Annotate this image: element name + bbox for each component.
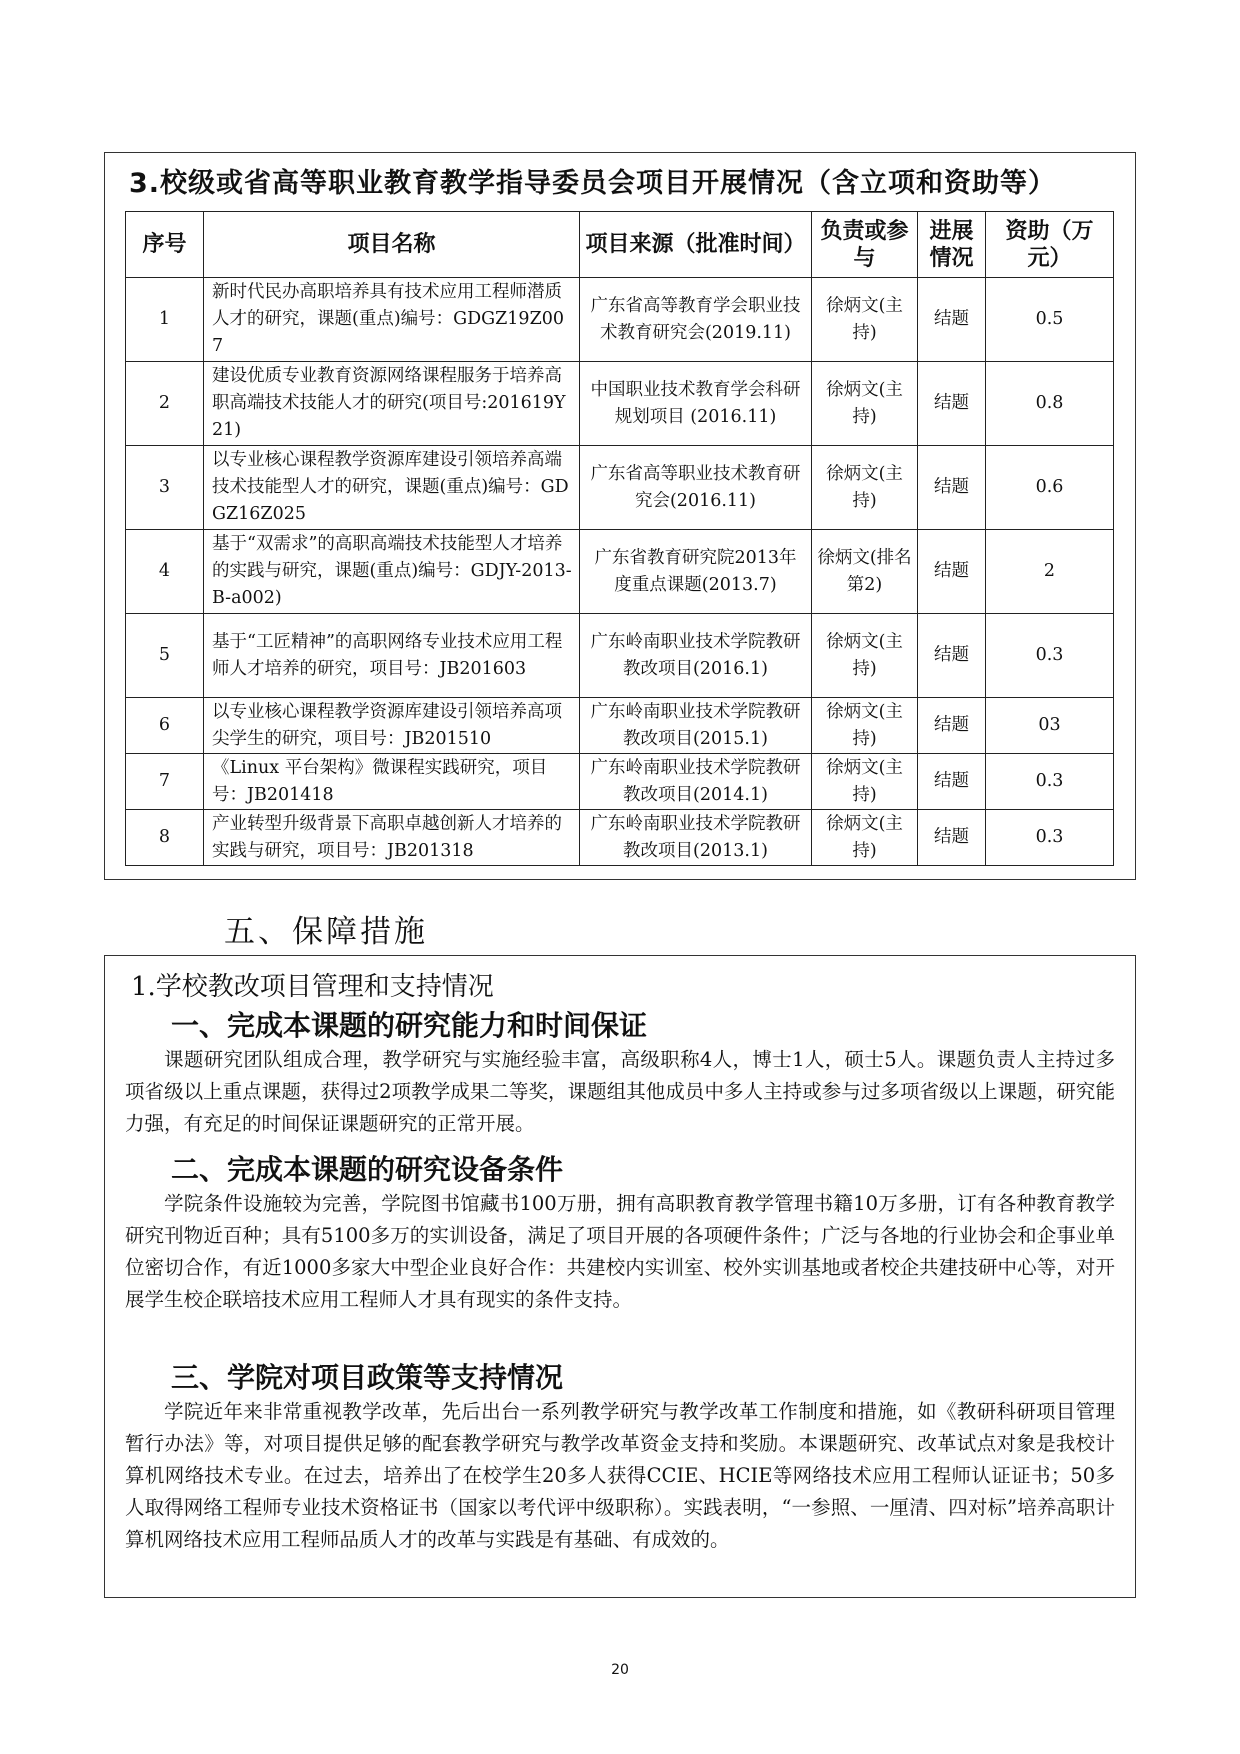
cell-status: 结题 [918, 754, 986, 810]
cell-name: 产业转型升级背景下高职卓越创新人才培养的实践与研究，项目号：JB201318 [204, 810, 580, 866]
header-role: 负责或参与 [812, 212, 918, 278]
cell-fund: 0.6 [986, 446, 1114, 530]
cell-no: 4 [126, 530, 204, 614]
cell-source: 广东岭南职业技术学院教研教改项目(2014.1) [580, 754, 812, 810]
cell-status: 结题 [918, 810, 986, 866]
paragraph-policy: 学院近年来非常重视教学改革，先后出台一系列教学研究与教学改革工作制度和措施，如《教研科研项目管理暂行办法》等，对项目提供足够的配套教学研究与教学改革资金支持和奖励。本课题研究、改革试点对象是我校计算机网络技术专业。在过去，培养出了在校学生20多人获得CCIE、HCIE等网络技术应用工程师认证证书；50多人取得网络工程师专业技术资格证书（国家以考代评中级职称）。实践表明，“一参照、一厘清、四对标”培养高职计算机网络技术应用工程师品质人才的改革与实践是有基础、有成效的。 [125, 1400, 1115, 1551]
cell-name: 《Linux 平台架构》微课程实践研究，项目号：JB201418 [204, 754, 580, 810]
cell-fund: 0.3 [986, 614, 1114, 698]
cell-source: 广东省高等职业技术教育研究会(2016.11) [580, 446, 812, 530]
paragraph-equipment: 学院条件设施较为完善，学院图书馆藏书100万册，拥有高职教育教学管理书籍10万多册，订有各种教育教学研究刊物近百种；具有5100多万的实训设备，满足了项目开展的各项硬件条件；广泛与各地的行业协会和企事业单位密切合作，有近1000多家大中型企业良好合作：共建校内实训室、校外实训基地或者校企共建技研中心等，对开展学生校企联培技术应用工程师人才具有现实的条件支持。 [125, 1192, 1115, 1311]
table-row [126, 810, 1114, 866]
cell-source: 广东省高等教育学会职业技术教育研究会(2019.11) [580, 278, 812, 362]
cell-name: 以专业核心课程教学资源库建设引领培养高项尖学生的研究，项目号：JB201510 [204, 698, 580, 754]
table-row [126, 614, 1114, 698]
page-number: 20 [611, 1662, 629, 1678]
cell-name: 新时代民办高职培养具有技术应用工程师潜质人才的研究，课题(重点)编号：GDGZ19Z007 [204, 278, 580, 362]
cell-fund: 0.3 [986, 810, 1114, 866]
cell-role: 徐炳文(主持) [812, 278, 918, 362]
cell-no: 5 [126, 614, 204, 698]
subheading-equipment: 二、完成本课题的研究设备条件 [171, 1153, 564, 1186]
cell-role: 徐炳文(主持) [812, 698, 918, 754]
cell-no: 8 [126, 810, 204, 866]
cell-fund: 0.5 [986, 278, 1114, 362]
table-row [126, 530, 1114, 614]
cell-status: 结题 [918, 698, 986, 754]
cell-source: 广东岭南职业技术学院教研教改项目(2013.1) [580, 810, 812, 866]
table-row [126, 446, 1114, 530]
cell-name: 建设优质专业教育资源网络课程服务于培养高职高端技术技能人才的研究(项目号:201619Y21) [204, 362, 580, 446]
cell-source: 广东岭南职业技术学院教研教改项目(2016.1) [580, 614, 812, 698]
cell-role: 徐炳文(主持) [812, 362, 918, 446]
table-row [126, 754, 1114, 810]
header-source: 项目来源（批准时间） [580, 212, 812, 278]
cell-no: 1 [126, 278, 204, 362]
cell-role: 徐炳文(排名第2) [812, 530, 918, 614]
table-row [126, 278, 1114, 362]
cell-name: 基于“工匠精神”的高职网络专业技术应用工程师人才培养的研究，项目号：JB201603 [204, 614, 580, 698]
cell-status: 结题 [918, 530, 986, 614]
projects-box [104, 152, 1136, 880]
cell-fund: 03 [986, 698, 1114, 754]
table-header-row [126, 212, 1114, 278]
cell-status: 结题 [918, 614, 986, 698]
section-heading: 五、保障措施 [224, 914, 428, 950]
table-row [126, 698, 1114, 754]
cell-role: 徐炳文(主持) [812, 754, 918, 810]
cell-no: 7 [126, 754, 204, 810]
cell-no: 6 [126, 698, 204, 754]
cell-status: 结题 [918, 446, 986, 530]
cell-role: 徐炳文(主持) [812, 446, 918, 530]
header-status: 进展情况 [918, 212, 986, 278]
subheading-policy: 三、学院对项目政策等支持情况 [171, 1361, 564, 1394]
cell-no: 2 [126, 362, 204, 446]
header-fund: 资助（万元） [986, 212, 1114, 278]
cell-name: 基于“双需求”的高职高端技术技能型人才培养的实践与研究，课题(重点)编号：GDJY-2013-B-a002) [204, 530, 580, 614]
cell-role: 徐炳文(主持) [812, 614, 918, 698]
header-no: 序号 [126, 212, 204, 278]
support-box [104, 955, 1136, 1598]
cell-fund: 0.8 [986, 362, 1114, 446]
cell-source: 广东省教育研究院2013年度重点课题(2013.7) [580, 530, 812, 614]
cell-source: 中国职业技术教育学会科研规划项目 (2016.11) [580, 362, 812, 446]
cell-name: 以专业核心课程教学资源库建设引领培养高端技术技能型人才的研究，课题(重点)编号：GDGZ16Z025 [204, 446, 580, 530]
paragraph-ability: 课题研究团队组成合理，教学研究与实施经验丰富，高级职称4人，博士1人，硕士5人。课题负责人主持过多项省级以上重点课题，获得过2项教学成果二等奖，课题组其他成员中多人主持或参与过多项省级以上课题，研究能力强，有充足的时间保证课题研究的正常开展。 [125, 1048, 1115, 1135]
cell-fund: 0.3 [986, 754, 1114, 810]
cell-status: 结题 [918, 278, 986, 362]
subheading-ability: 一、完成本课题的研究能力和时间保证 [171, 1009, 648, 1042]
table-row [126, 362, 1114, 446]
header-name: 项目名称 [204, 212, 580, 278]
projects-table [125, 211, 1114, 866]
support-box-title: 1.学校教改项目管理和支持情况 [131, 972, 494, 1002]
cell-no: 3 [126, 446, 204, 530]
cell-role: 徐炳文(主持) [812, 810, 918, 866]
cell-source: 广东岭南职业技术学院教研教改项目(2015.1) [580, 698, 812, 754]
cell-status: 结题 [918, 362, 986, 446]
projects-title: 3.校级或省高等职业教育教学指导委员会项目开展情况（含立项和资助等） [129, 168, 1057, 199]
cell-fund: 2 [986, 530, 1114, 614]
